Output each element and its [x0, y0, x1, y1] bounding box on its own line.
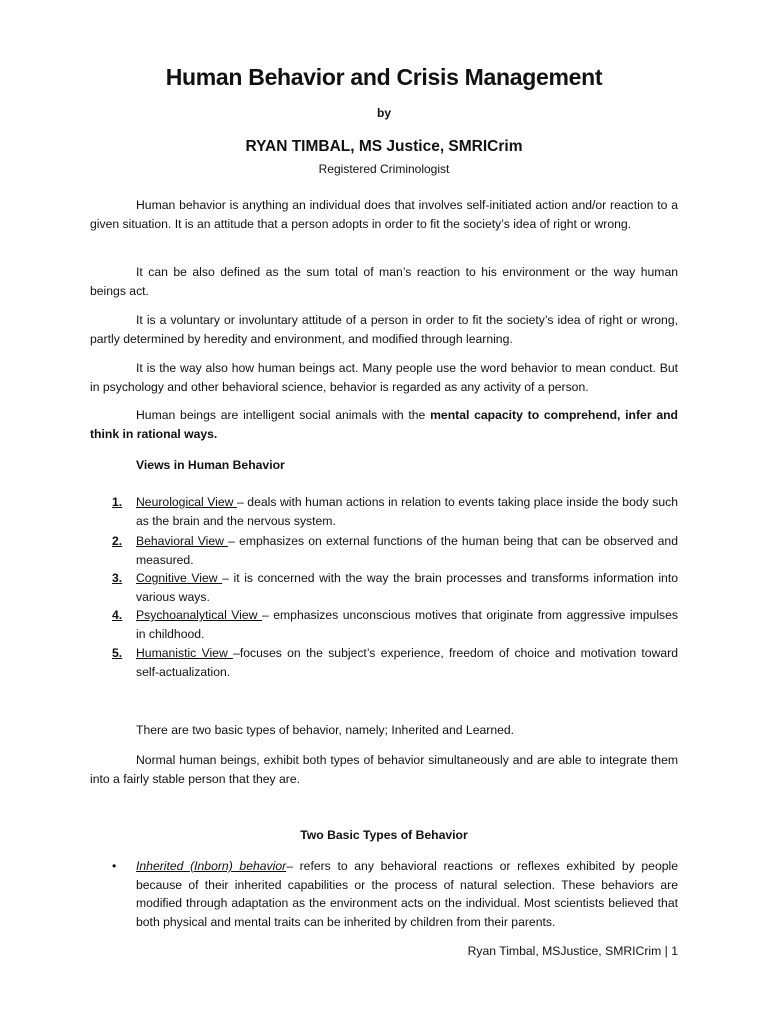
page-footer: Ryan Timbal, MSJustice, SMRICrim | 1 [467, 944, 678, 958]
bullet-icon: • [112, 859, 117, 873]
list-term: Inherited (Inborn) behavior [136, 859, 287, 873]
list-item [90, 606, 678, 643]
paragraph-normal-beings: Normal human beings, exhibit both types of behavior simultaneously and are able to integrate them into a fairly stable person that they are. [90, 753, 678, 786]
list-description: – emphasizes unconscious motives that originate from aggressive impulses in childhood. [136, 608, 678, 641]
list-number: 1. [112, 495, 123, 509]
list-description: – deals with human actions in relation to events taking place inside the body such as the brain and the nervous system. [136, 495, 678, 528]
list-item [90, 857, 678, 931]
paragraph-voluntary: It is a voluntary or involuntary attitude of a person in order to fit the society’s idea of right or wrong, partly determined by heredity and environment, and modified through learning. [90, 313, 678, 346]
list-number: 2. [112, 534, 123, 548]
paragraph-intelligent-start: Human beings are intelligent social animals with the [136, 408, 431, 422]
byline-label: by [376, 106, 391, 120]
author-name: RYAN TIMBAL, MS Justice, SMRICrim [245, 138, 523, 155]
paragraph-conduct: It is the way also how human beings act. Many people use the word behavior to mean conduct. But in psychology and other behavioral science, behavior is regarded as any activity of a person. [90, 361, 678, 394]
list-description: – emphasizes on external functions of the human being that can be observed and measured. [136, 534, 678, 567]
types-heading: Two Basic Types of Behavior [300, 828, 468, 842]
list-number: 4. [112, 608, 123, 622]
list-description: – it is concerned with the way the brain processes and transforms information into various ways. [136, 571, 678, 604]
list-description: –focuses on the subject’s experience, freedom of choice and motivation toward self-actualization. [136, 646, 678, 679]
document-title: Human Behavior and Crisis Management [165, 64, 603, 90]
list-item [90, 532, 678, 569]
list-item [90, 493, 678, 530]
paragraph-intelligent [90, 406, 678, 443]
list-number: 3. [112, 571, 123, 585]
list-item [90, 644, 678, 681]
author-role: Registered Criminologist [318, 162, 450, 176]
list-number: 5. [112, 646, 123, 660]
list-item [90, 569, 678, 606]
paragraph-sum-total: It can be also defined as the sum total of man’s reaction to his environment or the way human beings act. [90, 265, 678, 298]
views-heading: Views in Human Behavior [136, 458, 285, 472]
list-term: Humanistic View [136, 646, 234, 660]
list-term: Behavioral View [136, 534, 229, 548]
paragraph-definition: Human behavior is anything an individual does that involves self-initiated action and/or reaction to a given situation. It is an attitude that a person adopts in order to fit the society’s idea of right or wrong. [90, 198, 678, 231]
list-term: Cognitive View [136, 571, 223, 585]
list-description: – refers to any behavioral reactions or reflexes exhibited by people because of their inherited capabilities or the process of natural selection. These behaviors are modified through adaptation as the environment acts on the individual. Most scientists believed that both physical and mental traits can be inherited by children from their parents. [136, 859, 678, 929]
list-term: Psychoanalytical View [136, 608, 262, 622]
list-term: Neurological View [136, 495, 237, 509]
paragraph-two-types: There are two basic types of behavior, namely; Inherited and Learned. [136, 723, 515, 737]
paragraph-intelligent-bold: mental capacity to comprehend, infer and think in rational ways. [90, 408, 678, 441]
